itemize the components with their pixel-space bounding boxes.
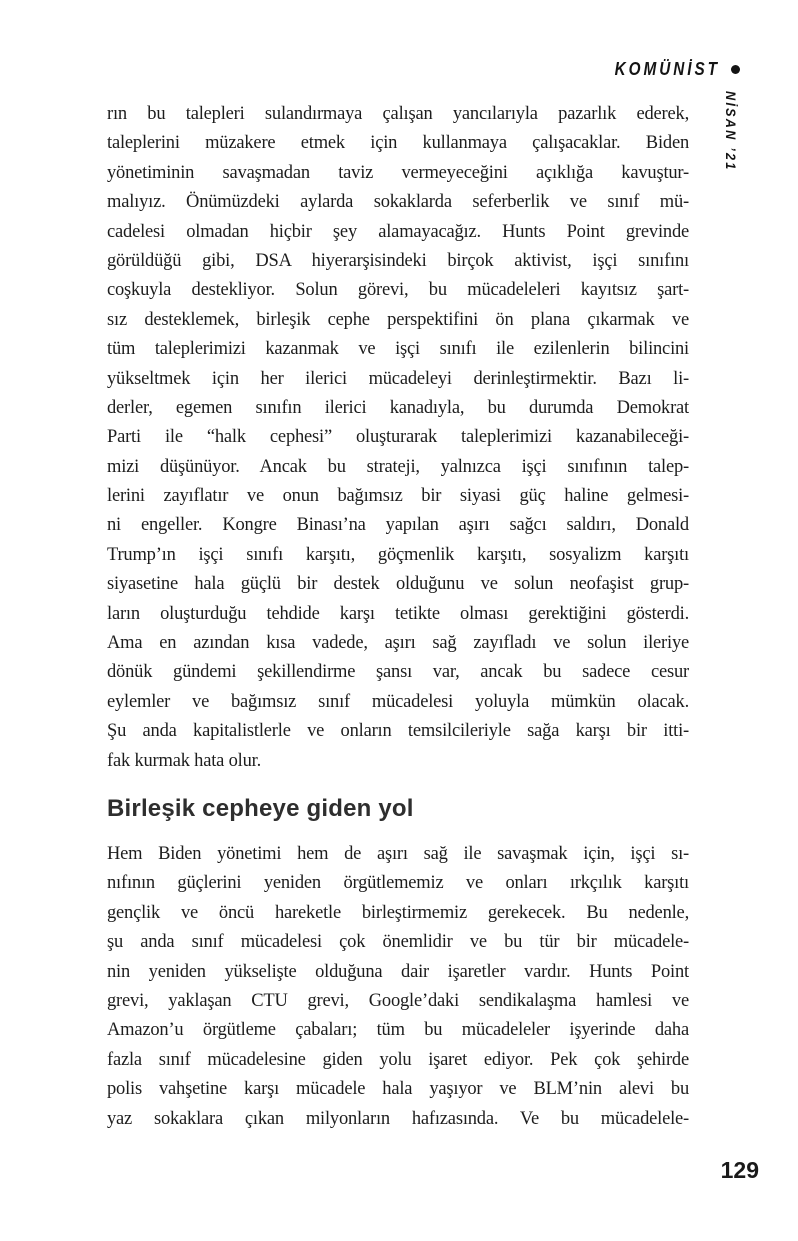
text-line: yönetiminin savaşmadan taviz vermeyeceğini açıklığa kavuştur-	[107, 162, 689, 183]
masthead	[596, 59, 740, 80]
text-line: rın bu talepleri sulandırmaya çalışan yancılarıyla pazarlık ederek,	[107, 104, 689, 124]
text-line: şu anda sınıf mücadelesi çok önemlidir ve bu tür bir mücadele-	[107, 932, 689, 953]
text-line: yaz sokaklara çıkan milyonların hafızasında. Ve bu mücadelele-	[107, 1108, 689, 1129]
text-line: grevi, yaklaşan CTU grevi, Google’daki sendikalaşma hamlesi ve	[107, 990, 689, 1011]
page-number: 129	[720, 1157, 759, 1183]
text-line: fazla sınıf mücadelesine giden yolu işaret ediyor. Pek çok şehirde	[107, 1049, 689, 1070]
text-line: görüldüğü gibi, DSA hiyerarşisindeki birçok aktivist, işçi sınıfını	[107, 250, 689, 271]
text-line: tüm taleplerimizi kazanmak ve işçi sınıfı ile ezilenlerin bilincini	[107, 339, 689, 360]
text-line: mizi düşünüyor. Ancak bu strateji, yalnızca işçi sınıfının talep-	[107, 456, 689, 477]
text-line: Ama en azından kısa vadede, aşırı sağ zayıfladı ve solun ileriye	[107, 633, 689, 654]
text-line: yükseltmek için her ilerici mücadeleyi derinleştirmektir. Bazı li-	[107, 368, 689, 389]
article	[107, 100, 689, 1134]
text-line: Hem Biden yönetimi hem de aşırı sağ ile savaşmak için, işçi sı-	[107, 843, 689, 864]
section-heading: Birleşik cepheye giden yol	[107, 794, 414, 822]
text-line: ni engeller. Kongre Binası’na yapılan aşırı sağcı saldırı, Donald	[107, 515, 689, 536]
text-line: siyasetine hala güçlü bir destek olduğunu ve solun neofaşist grup-	[107, 574, 689, 595]
text-line: Parti ile “halk cephesi” oluşturarak taleplerimizi kazanabileceği-	[107, 427, 689, 448]
text-line: taleplerini müzakere etmek için kullanmaya çalışacaklar. Biden	[107, 133, 689, 154]
bullet-dot-icon	[731, 65, 740, 74]
text-line: nıfının güçlerini yeniden örgütlememiz ve onları ırkçılık karşıtı	[107, 873, 689, 894]
masthead-title: KOMÜNİST	[614, 59, 720, 79]
paragraph	[107, 100, 689, 776]
text-line: ların oluşturduğu tehdide karşı tetikte olması gerektiğini gösterdi.	[107, 603, 689, 624]
text-line: Trump’ın işçi sınıfı karşıtı, göçmenlik karşıtı, sosyalizm karşıtı	[107, 544, 689, 565]
text-line: polis vahşetine karşı mücadele hala yaşıyor ve BLM’nin alevi bu	[107, 1079, 689, 1100]
text-line: eylemler ve bağımsız sınıf mücadelesi yoluyla mümkün olacak.	[107, 691, 689, 712]
paragraph	[107, 840, 689, 1134]
text-line: lerini zayıflatır ve onun bağımsız bir siyasi güç haline gelmesi-	[107, 486, 689, 507]
text-line: Şu anda kapitalistlerle ve onların temsilcileriyle sağa karşı bir itti-	[107, 721, 689, 742]
text-line: nin yeniden yükselişte olduğuna dair işaretler vardır. Hunts Point	[107, 961, 689, 982]
text-line: coşkuyla destekliyor. Solun görevi, bu mücadeleleri kayıtsız şart-	[107, 280, 689, 301]
text-line: cadelesi olmadan hiçbir şey alamayacağız. Hunts Point grevinde	[107, 221, 689, 242]
text-line: derler, egemen sınıfın ilerici kanadıyla, bu durumda Demokrat	[107, 397, 689, 418]
text-line: sız desteklemek, birleşik cephe perspektifini ön plana çıkarmak ve	[107, 309, 689, 330]
text-line: malıyız. Önümüzdeki aylarda sokaklarda seferberlik ve sınıf mü-	[107, 192, 689, 213]
text-line: gençlik ve öncü hareketle birleştirmemiz gerekecek. Bu nedenle,	[107, 902, 689, 923]
text-line: Amazon’u örgütleme çabaları; tüm bu mücadeleler işyerinde daha	[107, 1020, 689, 1041]
text-line: fak kurmak hata olur.	[107, 750, 262, 771]
text-line: dönük gündemi şekillendirme şansı var, ancak bu sadece cesur	[107, 662, 689, 683]
issue-label: NİSAN ’21	[723, 91, 739, 172]
